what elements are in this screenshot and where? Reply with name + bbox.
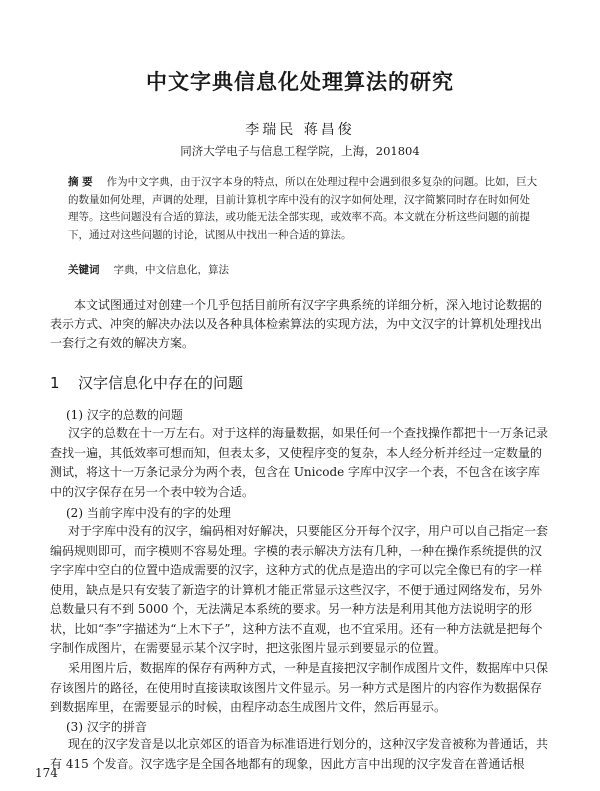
keywords-label: 关键词 [68, 264, 100, 276]
paragraph-3: 采用图片后，数据库的保存有两种方式，一种是直接把汉字制作成图片文件，数据库中只保存该图片的路径，在使用时直接读取该图片文件显示。另一种方式是图片的内容作为数据保存到数据库里，在需要显示的时候，由程序动态生成图片文件，然后再显示。 [50, 661, 549, 714]
paragraph-2: 对于字库中没有的汉字，编码相对好解决，只要能区分开每个汉字，用户可以自己指定一套编码规则即可，而字模则不容易处理。字模的表示解决方法有几种，一种在操作系统提供的汉字字库中空白的位置中造成需要的汉字，这种方式的优点是造出的字可以完全像已有的字一样使用，缺点是只有安装了新造字的计算机才能正常显示这些汉字，不便于通过网络发布，另外总数量只有不到 5000 个，无法满足本系统的要求。另一种方法是利用其他方法说明字的形状，比如“李”字描述为“上木下子”，这种方法不直观，也不宜采用。还有一种方法就是把每个字制作成图片，在需要显示某个汉字时，把这张图片显示到要显示的位置。 [50, 524, 549, 655]
paragraph-4: 现在的汉字发音是以北京郊区的语音为标准语进行划分的，这种汉字发音被称为普通话，共有 415 个发音。汉字选字是全国各地都有的现象，因此方言中出现的汉字发音在普通话根 [50, 737, 549, 771]
paper-title: 中文字典信息化处理算法的研究 [146, 70, 454, 94]
page-number: 174 [35, 766, 58, 780]
subsection-heading-3: (3) 汉字的拼音 [66, 720, 147, 734]
section-title: 汉字信息化中存在的问题 [78, 374, 244, 392]
subsection-heading-2: (2) 当前字库中没有的字的处理 [66, 506, 231, 520]
subsection-heading-1: (1) 汉字的总数的问题 [66, 408, 183, 422]
abstract-label: 摘 要 [68, 176, 93, 188]
keywords [68, 262, 538, 277]
abstract [68, 174, 538, 244]
paragraph-1: 汉字的总数在十一万左右。对于这样的海量数据，如果任何一个查找操作都把十一万条记录查找一遍，其低效率可想而知，但表太多，又使程序变的复杂，本人经分析并经过一定数量的测试，将这十一万条记录分为两个表，包含在 Unicode 字库中汉字一个表，不包含在该字库中的汉字保存在另一个表中较为合适。 [50, 426, 549, 499]
keywords-text: 字典，中文信息化，算法 [113, 264, 229, 276]
author-affiliation: 同济大学电子与信息工程学院，上海，201804 [180, 144, 420, 158]
abstract-text: 作为中文字典，由于汉字本身的特点，所以在处理过程中会遇到很多复杂的问题。比如，巨大的数量如何处理，声调的处理，目前计算机字库中没有的汉字如何处理，汉字简繁同时存在时如何处理等。这些问题没有合适的算法，或功能无法全部实现，或效率不高。本文就在分析这些问题的前提下，通过对这些问题的讨论，试图从中找出一种合适的算法。 [68, 176, 538, 241]
section-heading [50, 372, 243, 393]
section-number: 1 [50, 374, 60, 392]
intro-paragraph: 本文试图通过对创建一个几乎包括目前所有汉字字典系统的详细分析，深入地讨论数据的表示方式、冲突的解决办法以及各种具体检索算法的实现方法，为中文汉字的计算机处理找出一套行之有效的解决方案。 [50, 298, 543, 350]
author-names: 李瑞民 蒋昌俊 [245, 122, 355, 138]
